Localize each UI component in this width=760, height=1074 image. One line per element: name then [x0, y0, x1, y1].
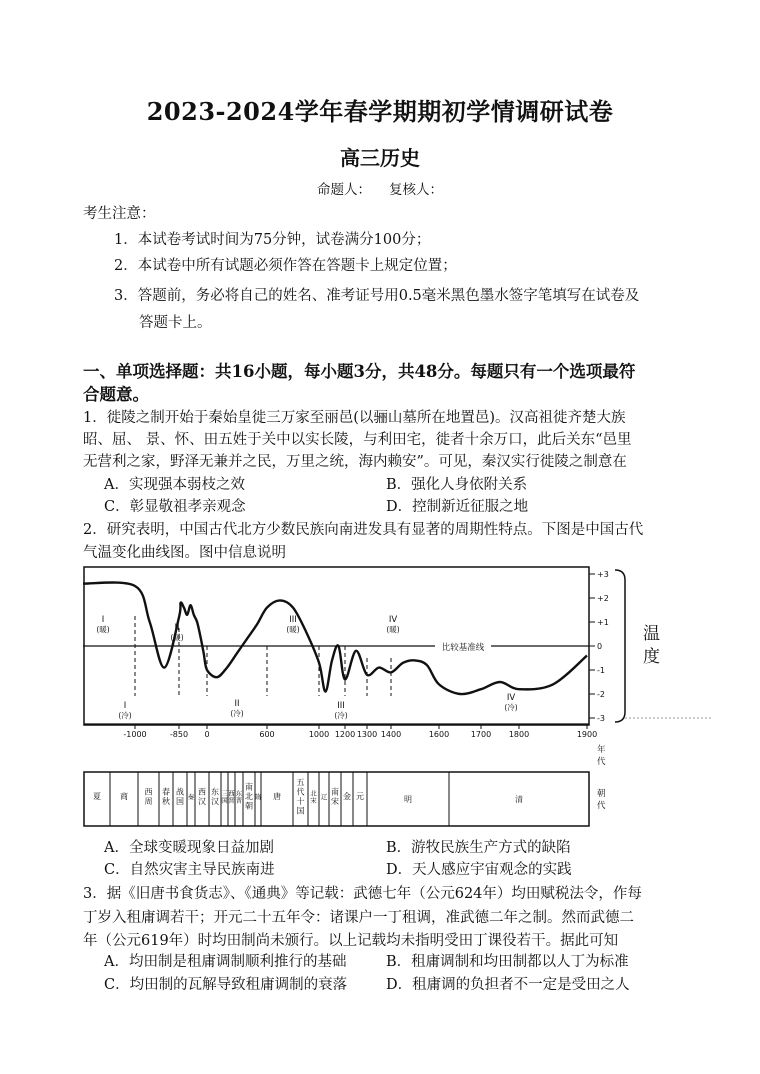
notice-item: 1．本试卷考试时间为75分钟，试卷满分100分； — [114, 232, 431, 248]
dynasty-row-label-1: 朝 — [597, 789, 606, 799]
question-3-line: 丁岁入租庸调若干；开元二十五年令：诸课户一丁租调，准武德二年之制。然而武德二 — [83, 910, 634, 926]
dynasty-label: 西周 — [144, 787, 153, 806]
x-tick-label: 0 — [204, 730, 210, 739]
period-roman: IV — [506, 693, 516, 703]
q2-option-a: A．全球变暖现象日益加剧 — [104, 840, 274, 856]
dynasty-label: 南宋 — [331, 787, 339, 806]
q1-option-a: A．实现强本弱枝之效 — [104, 477, 245, 493]
exam-title: 2023-2024学年春学期期初学情调研试卷 — [146, 97, 614, 126]
setter-label: 命题人： — [317, 182, 371, 198]
x-tick-label: 600 — [259, 730, 275, 739]
period-label: (暖) — [386, 625, 400, 634]
y-tick-label: -1 — [597, 666, 605, 675]
q1-option-d: D．控制新近征服之地 — [386, 499, 529, 515]
q2-option-b: B．游牧民族生产方式的缺陷 — [386, 840, 571, 856]
x-tick-label: 1400 — [380, 730, 402, 739]
period-label: (暖) — [286, 625, 300, 634]
period-roman: II — [174, 623, 180, 633]
baseline-label: 比较基准线 — [441, 643, 485, 653]
q1-option-b: B．强化人身依附关系 — [386, 477, 528, 493]
q3-option-c: C．均田制的瓦解导致租庸调制的衰落 — [104, 977, 348, 993]
period-roman: I — [101, 615, 105, 625]
x-tick-label: 1200 — [334, 730, 356, 739]
y-unit-label-1: 温 — [643, 624, 660, 644]
period-roman: IV — [388, 615, 398, 625]
question-3-line: 3．据《旧唐书食货志》、《通典》等记载：武德七年（公元624年）均田赋税法令，作每 — [83, 886, 642, 902]
x-tick-label: -1000 — [123, 730, 147, 739]
question-1-line: 1．徙陵之制开始于秦始皇徙三万家至丽邑(以骊山墓所在地置邑)。汉高祖徙齐楚大族 — [83, 410, 626, 426]
x-tick-label: 1600 — [428, 730, 450, 739]
dynasty-label: 隋 — [254, 793, 262, 801]
dynasty-label: 西晋 — [228, 789, 235, 805]
q2-option-d: D．天人感应宇宙观念的实践 — [386, 862, 572, 878]
period-label: (冷) — [334, 711, 348, 720]
question-2-line: 气温变化曲线图。图中信息说明 — [83, 545, 286, 561]
x-tick-label: -850 — [169, 730, 189, 739]
period-roman: III — [289, 615, 297, 625]
period-label: (暖) — [170, 633, 184, 642]
dynasty-label: 唐 — [273, 792, 281, 801]
y-tick-label: 0 — [597, 642, 603, 651]
dynasty-label: 南北朝 — [245, 782, 253, 811]
exam-meta — [0, 178, 760, 198]
x-tick-label: 1300 — [356, 730, 378, 739]
x-tick-label: 1000 — [308, 730, 330, 739]
period-label: (冷) — [230, 709, 244, 718]
period-label: (冷) — [504, 703, 518, 712]
y-tick-label: +1 — [597, 618, 609, 627]
question-2-line: 2．研究表明，中国古代北方少数民族向南进发具有显著的周期性特点。下图是中国古代 — [83, 522, 644, 538]
exam-subject: 高三历史 — [340, 146, 420, 170]
dynasty-label: 夏 — [93, 792, 101, 801]
dynasty-label: 商 — [120, 792, 128, 801]
temperature-series-line — [83, 582, 587, 694]
period-label: (冷) — [118, 711, 132, 720]
q3-option-d: D．租庸调的负担者不一定是受田之人 — [386, 977, 630, 993]
q3-option-b: B．租庸调制和均田制都以人丁为标准 — [386, 954, 629, 970]
dynasty-label: 元 — [356, 792, 364, 801]
dynasty-label: 清 — [515, 795, 523, 804]
period-roman: III — [337, 701, 345, 711]
notice-item: 2．本试卷中所有试题必须作答在答题卡上规定位置； — [114, 258, 457, 274]
x-tick-label: 1700 — [470, 730, 492, 739]
dynasty-label: 秦 — [187, 793, 195, 801]
notice-item: 答题卡上。 — [139, 315, 212, 331]
y-tick-label: +3 — [597, 570, 609, 579]
notice-item: 3．答题前，务必将自己的姓名、准考证号用0.5毫米黑色墨水签字笔填写在试卷及 — [114, 288, 640, 304]
dynasty-label: 辽 — [320, 793, 328, 801]
dynasty-label: 三国 — [221, 789, 228, 805]
dynasty-label: 明 — [404, 795, 412, 804]
y-bracket — [615, 570, 625, 722]
y-tick-label: +2 — [597, 594, 609, 603]
q3-option-a: A．均田制是租庸调制顺利推行的基础 — [104, 954, 347, 970]
period-label: (暖) — [96, 625, 110, 634]
x-tick-label: 1800 — [508, 730, 530, 739]
section-heading: 一、单项选择题：共16小题，每小题3分，共48分。每题只有一个选项最符 — [83, 362, 636, 381]
dynasty-label: 战国 — [176, 787, 184, 806]
dynasty-label: 五代十国 — [296, 777, 305, 816]
dynasty-label: 春秋 — [162, 787, 170, 806]
question-1-line: 无营利之家，野泽无兼并之民，万里之统，海内赖安”。可见，秦汉实行徙陵之制意在 — [83, 454, 627, 470]
dynasty-row-label-2: 代 — [597, 801, 606, 811]
x-tick-label: 1900 — [576, 730, 598, 739]
q2-option-c: C．自然灾害主导民族南进 — [104, 862, 275, 878]
y-unit-label-2: 度 — [643, 647, 660, 667]
x-axis-label-2: 代 — [597, 757, 606, 767]
notice-heading: 考生注意： — [83, 206, 156, 222]
q1-option-c: C．彰显敬祖孝亲观念 — [104, 499, 246, 515]
dynasty-label: 西汉 — [198, 787, 206, 806]
dynasty-label: 金 — [343, 792, 351, 801]
dynasty-label: 东汉 — [211, 787, 219, 806]
reviewer-label: 复核人： — [389, 182, 443, 198]
question-3-line: 年（公元619年）时均田制尚未颁行。以上记载均未指明受田丁课役若干。据此可知 — [83, 933, 619, 949]
y-tick-label: -2 — [597, 690, 605, 699]
period-roman: II — [234, 699, 240, 709]
section-heading-cont: 合题意。 — [83, 385, 149, 404]
dynasty-label: 北宋 — [310, 789, 317, 805]
x-axis-label-1: 年 — [597, 745, 606, 755]
temperature-chart — [83, 566, 713, 828]
period-roman: I — [123, 701, 127, 711]
question-1-line: 昭、屈、 景、怀、田五姓于关中以实长陵，与利田宅，徙者十余万口，此后关东“邑里 — [83, 432, 632, 448]
y-tick-label: -3 — [597, 714, 605, 723]
dynasty-label: 东晋 — [235, 789, 243, 805]
